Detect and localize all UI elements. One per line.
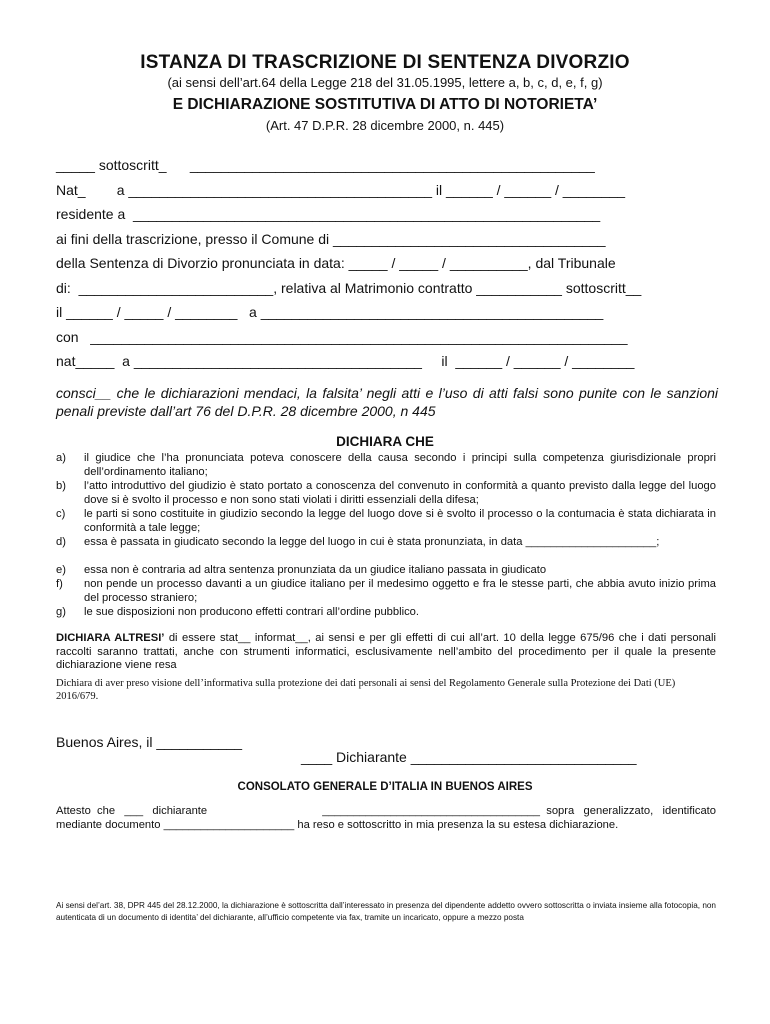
list-item bbox=[56, 536, 716, 550]
attestation-text-2[interactable]: ___________________________________ sopra generalizzato, identificato bbox=[322, 805, 716, 817]
item-letter: d) bbox=[56, 536, 66, 548]
list-item bbox=[56, 564, 716, 578]
dichiara-title: DICHIARA CHE bbox=[336, 434, 434, 449]
dichiara-altresi bbox=[56, 632, 716, 673]
form-line-residente[interactable]: residente a ____________________________________________________________ bbox=[56, 206, 601, 222]
list-item bbox=[56, 508, 716, 535]
attestation-text-3[interactable]: mediante documento _____________________ ha reso e sottoscritto in mia presenza la su estesa dichiarazione. bbox=[56, 819, 619, 831]
form-line-con[interactable]: con _____________________________________________________________________ bbox=[56, 329, 628, 345]
item-text: il giudice che l’ha pronunciata poteva conoscere della causa secondo i principi sulla competenza giurisdizionale propri dell’ordinamento italiano; bbox=[84, 452, 716, 478]
footnote: Ai sensi del’art. 38, DPR 445 del 28.12.2000, la dichiarazione è sottoscritta dall’interessato in presenza del dipendente addetto ovvero sottoscritta o inviata insieme alla fotocopia, non autenticata di un documento di identita’ del dichiarante, all’ufficio competente via fax, tramite un incaricato, oppure a mezzo posta bbox=[56, 901, 716, 922]
item-text: non pende un processo davanti a un giudice italiano per il medesimo oggetto e fra le stesse parti, che abbia avuto inizio prima del processo straniero; bbox=[84, 578, 716, 604]
form-line-comune[interactable]: ai fini della trascrizione, presso il Comune di ___________________________________ bbox=[56, 231, 606, 247]
item-letter: g) bbox=[56, 606, 66, 618]
attestation-block bbox=[56, 804, 716, 832]
signature-field[interactable]: ____ Dichiarante _____________________________ bbox=[301, 749, 637, 765]
item-letter: f) bbox=[56, 578, 63, 590]
item-letter: a) bbox=[56, 452, 66, 464]
altresi-text: di essere stat__ informat__, ai sensi e per gli effetti di cui all’art. 10 della legge 675/96 che i dati personali raccolti saranno trattati, anche con strumenti informatici, esclusivamente nell’ambito del procedimento per il quale la presente dichiarazione viene resa bbox=[56, 632, 716, 672]
list-item bbox=[56, 480, 716, 507]
item-text: essa non è contraria ad altra sentenza pronunziata da un giudice italiano passata in giudicato bbox=[84, 564, 547, 576]
form-line-sottoscritto[interactable]: _____ sottoscritt_ ____________________________________________________ bbox=[56, 157, 595, 173]
attestation-text-1: Attesto che ___ dichiarante bbox=[56, 805, 208, 817]
form-line-nato[interactable]: Nat_ a _______________________________________ il ______ / ______ / ________ bbox=[56, 182, 626, 198]
form-line-sentenza[interactable]: della Sentenza di Divorzio pronunciata in data: _____ / _____ / __________, dal Tribunale bbox=[56, 255, 616, 271]
altresi-label: DICHIARA ALTRESI’ bbox=[56, 632, 165, 644]
place-date-field[interactable]: Buenos Aires, il ___________ bbox=[56, 734, 243, 750]
consulate-heading: CONSOLATO GENERALE D’ITALIA IN BUENOS AIRES bbox=[237, 781, 533, 793]
privacy-statement: Dichiara di aver preso visione dell’informativa sulla protezione dei dati personali ai sensi del Regolamento Generale sulla Protezione dei Dati (UE) 2016/679. bbox=[56, 678, 676, 702]
item-letter: b) bbox=[56, 480, 66, 492]
item-letter: c) bbox=[56, 508, 66, 520]
list-item bbox=[56, 452, 716, 479]
list-item bbox=[56, 606, 716, 620]
penal-notice: consci__ che le dichiarazioni mendaci, la falsita’ negli atti e l’uso di atti falsi sono punite con le sanzioni penali previste dall’art 76 del D.P.R. 28 dicembre 2000, n 445 bbox=[56, 385, 718, 419]
item-letter: e) bbox=[56, 564, 66, 576]
document-subtitle: (ai sensi dell’art.64 della Legge 218 del 31.05.1995, lettere a, b, c, d, e, f, g) bbox=[167, 75, 603, 90]
document-subtitle-2: (Art. 47 D.P.R. 28 dicembre 2000, n. 445) bbox=[265, 118, 505, 133]
form-line-tribunale[interactable]: di: _________________________, relativa al Matrimonio contratto ___________ sottoscritt__ bbox=[56, 280, 642, 296]
form-line-coniuge-nato[interactable]: nat_____ a _____________________________________ il ______ / ______ / ________ bbox=[56, 353, 635, 369]
item-text: le parti si sono costituite in giudizio secondo la legge del luogo dove si è svolto il processo o la contumacia è stata dichiarata in conformità a tale legge; bbox=[84, 508, 716, 534]
item-text: essa è passata in giudicato secondo la legge del luogo in cui è stata pronunziata, in data _____________________; bbox=[84, 536, 660, 548]
item-text: le sue disposizioni non producono effetti contrari all’ordine pubblico. bbox=[84, 606, 420, 618]
document-title-2: E DICHIARAZIONE SOSTITUTIVA DI ATTO DI NOTORIETA’ bbox=[172, 96, 598, 113]
form-line-matrimonio[interactable]: il ______ / _____ / ________ a ____________________________________________ bbox=[56, 304, 604, 320]
document-title: ISTANZA DI TRASCRIZIONE DI SENTENZA DIVORZIO bbox=[140, 52, 630, 73]
item-text: l’atto introduttivo del giudizio è stato portato a conoscenza del convenuto in conformità a quanto previsto dalla legge del luogo dove si è svolto il processo e non sono stati violati i diritti essenziali della difesa; bbox=[84, 480, 716, 506]
list-item bbox=[56, 578, 716, 605]
